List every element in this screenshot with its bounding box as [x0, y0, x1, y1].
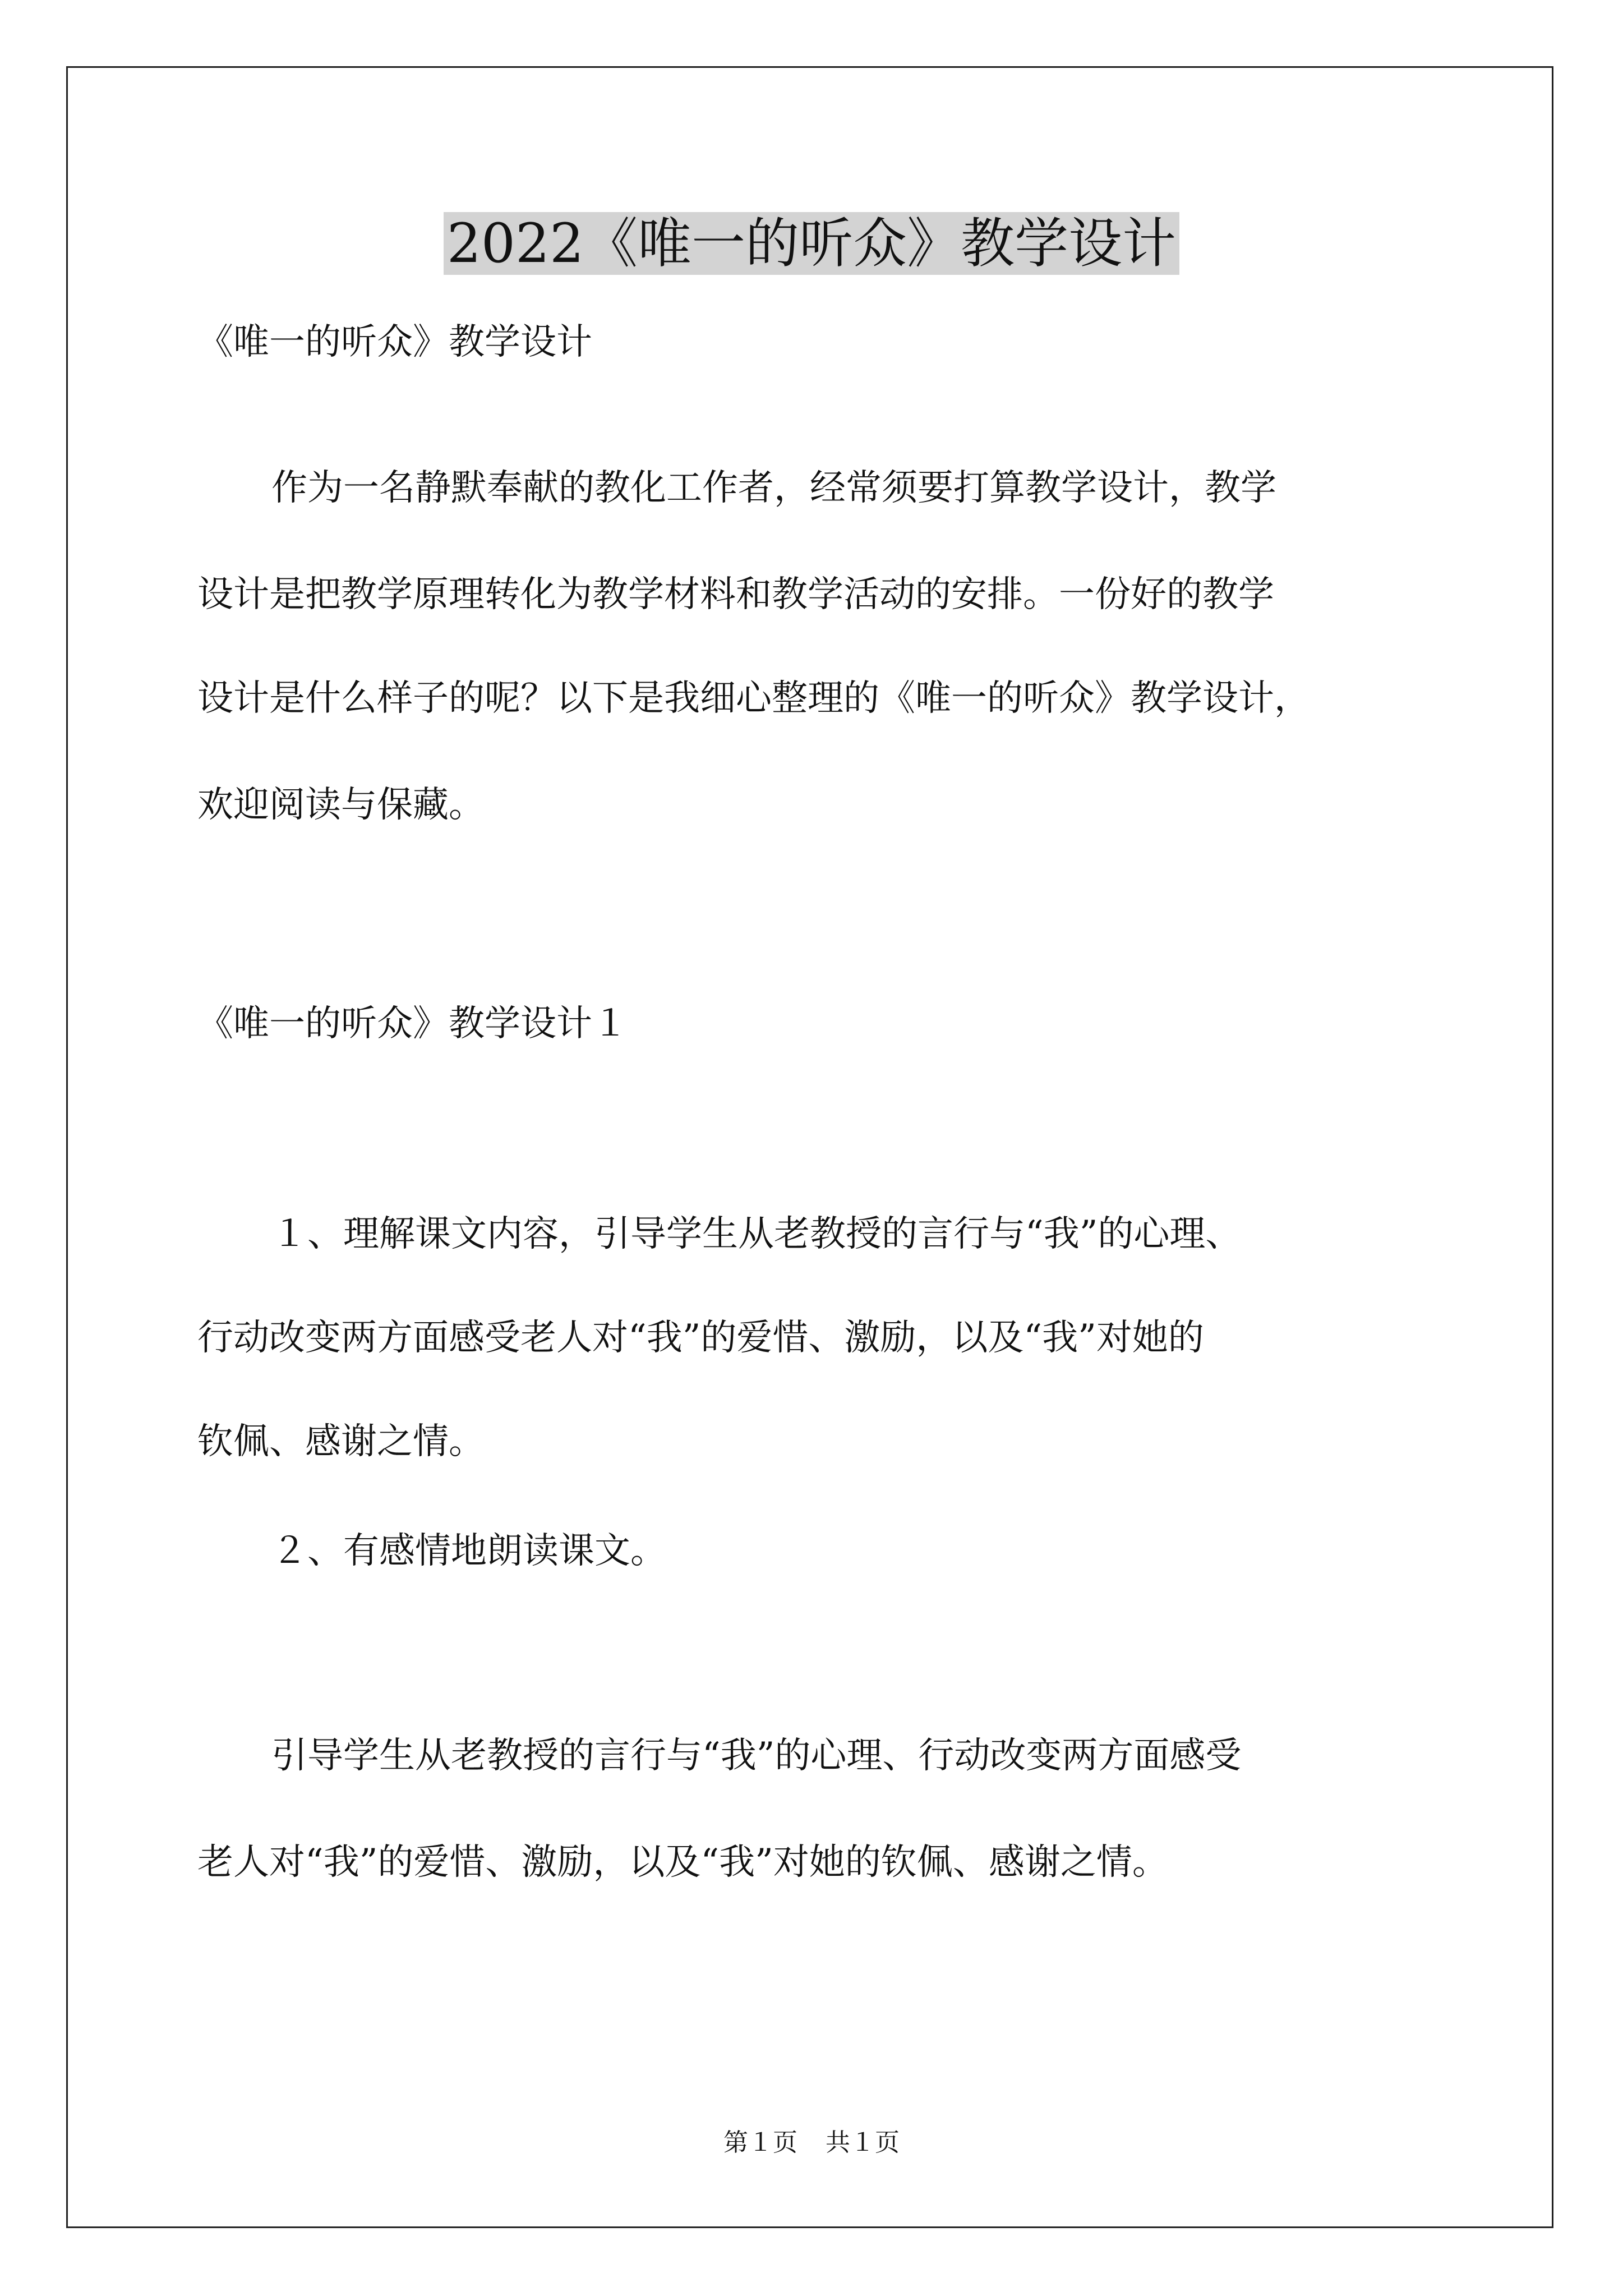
intro-line-2: 设计是把教学原理转化为教学材料和教学活动的安排。一份好的教学: [197, 574, 1274, 615]
document-title: [0, 204, 1623, 283]
document-title-text: 2022《唯一的听众》教学设计: [444, 212, 1179, 275]
focus-line-2: 老人对“我”的爱惜、激励，以及“我”对她的钦佩、感谢之情。: [197, 1842, 1168, 1883]
goal1-line-2: 行动改变两方面感受老人对“我”的爱惜、激励，以及“我”对她的: [197, 1317, 1204, 1359]
goal1-line-1: １、理解课文内容，引导学生从老教授的言行与“我”的心理、: [271, 1213, 1242, 1255]
goal1-line-3: 钦佩、感谢之情。: [197, 1421, 485, 1462]
page-total: 共１页: [826, 2128, 900, 2157]
focus-line-1: 引导学生从老教授的言行与“我”的心理、行动改变两方面感受: [271, 1735, 1242, 1777]
page-border: [66, 66, 1553, 2228]
intro-line-4: 欢迎阅读与保藏。: [197, 784, 485, 826]
intro-line-3: 设计是什么样子的呢？以下是我细心整理的《唯一的听众》教学设计，: [197, 678, 1310, 719]
goal2-line: ２、有感情地朗读课文。: [271, 1530, 666, 1572]
intro-line-1: 作为一名静默奉献的教化工作者，经常须要打算教学设计，教学: [271, 467, 1276, 509]
page-footer: [0, 2126, 1623, 2160]
section-heading: 《唯一的听众》教学设计１: [197, 1003, 628, 1045]
page-number: 第１页: [723, 2128, 797, 2157]
document-subtitle: 《唯一的听众》教学设计: [197, 321, 592, 363]
